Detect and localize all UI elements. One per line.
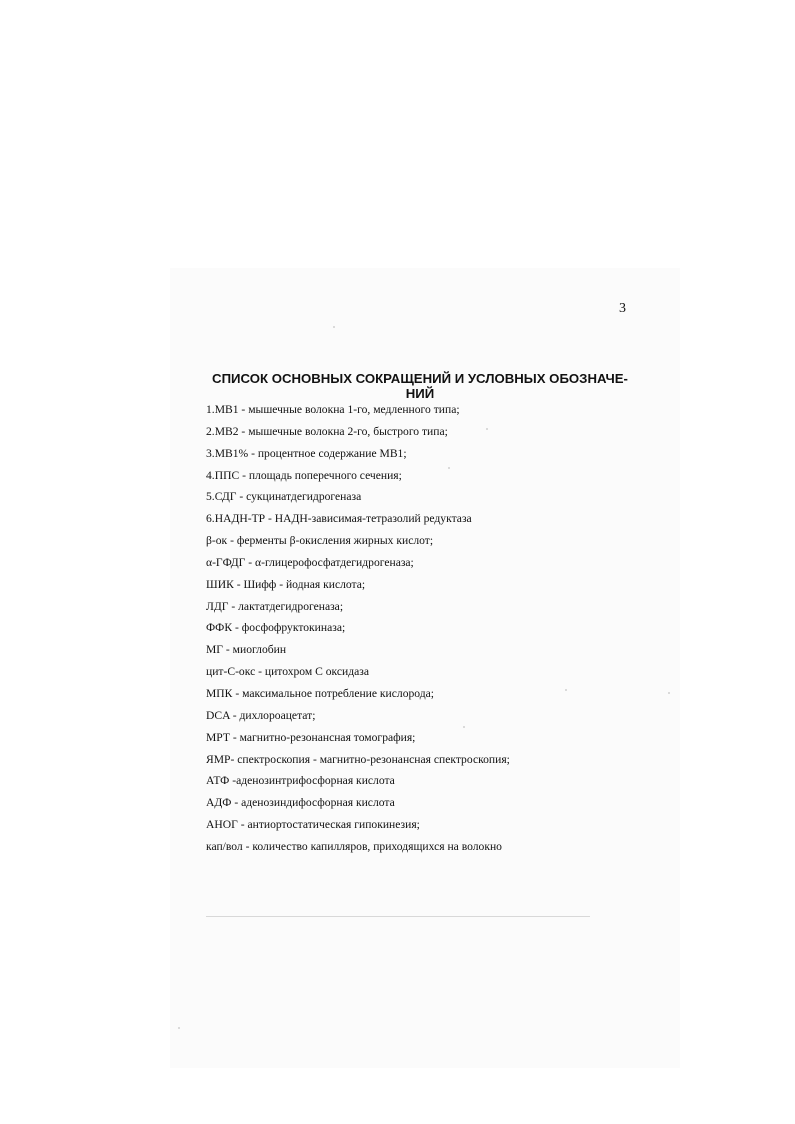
list-item: цит-С-окс - цитохром С оксидаза bbox=[206, 665, 370, 679]
list-item: ЛДГ - лактатдегидрогеназа; bbox=[206, 599, 344, 613]
list-item: АТФ -аденозинтрифосфорная кислота bbox=[206, 774, 395, 788]
list-item: 2.МВ2 - мышечные волокна 2-го, быстрого типа; bbox=[206, 424, 448, 438]
scan-speck bbox=[178, 1027, 180, 1029]
page-title bbox=[200, 371, 640, 401]
list-item: МПК - максимальное потребление кислорода; bbox=[206, 686, 435, 700]
list-item: 4.ППС - площадь поперечного сечения; bbox=[206, 468, 402, 482]
page-number: 3 bbox=[619, 301, 626, 316]
list-item: АДФ - аденозиндифосфорная кислота bbox=[206, 796, 395, 810]
scan-artifact-line bbox=[206, 916, 590, 917]
list-item: 3.МВ1% - процентное содержание МВ1; bbox=[206, 446, 407, 460]
scan-speck bbox=[565, 689, 567, 691]
list-item: ШИК - Шифф - йодная кислота; bbox=[206, 577, 366, 591]
scan-speck bbox=[668, 692, 670, 694]
list-item: АНОГ - антиортостатическая гипокинезия; bbox=[206, 818, 420, 832]
scan-speck bbox=[333, 326, 335, 328]
list-item: β-ок - ферменты β-окисления жирных кислот; bbox=[206, 534, 434, 548]
list-item: ФФК - фосфофруктокиназа; bbox=[206, 621, 346, 635]
scan-speck bbox=[486, 428, 488, 430]
list-item: 5.СДГ - сукцинатдегидрогеназа bbox=[206, 490, 362, 504]
list-item: 1.МВ1 - мышечные волокна 1-го, медленного типа; bbox=[206, 403, 460, 416]
abbreviation-list bbox=[206, 402, 510, 861]
list-item: МГ - миоглобин bbox=[206, 643, 287, 657]
scan-speck bbox=[448, 467, 450, 469]
scan-speck bbox=[463, 726, 465, 728]
list-item: 6.НАДН-ТР - НАДН-зависимая-тетразолий редуктаза bbox=[206, 512, 472, 526]
list-item: α-ГФДГ - α-глицерофосфатдегидрогеназа; bbox=[206, 555, 414, 569]
list-item: DCA - дихлороацетат; bbox=[206, 708, 316, 722]
list-item: МРТ - магнитно-резонансная томография; bbox=[206, 730, 416, 744]
page-title-line-2: НИЙ bbox=[405, 386, 435, 401]
page-title-line-1: СПИСОК ОСНОВНЫХ СОКРАЩЕНИЙ И УСЛОВНЫХ ОБОЗНАЧЕ- bbox=[212, 371, 628, 386]
list-item: ЯМР- спектроскопия - магнитно-резонансная спектроскопия; bbox=[206, 752, 510, 766]
list-item: кап/вол - количество капилляров, приходящихся на волокно bbox=[206, 839, 502, 853]
